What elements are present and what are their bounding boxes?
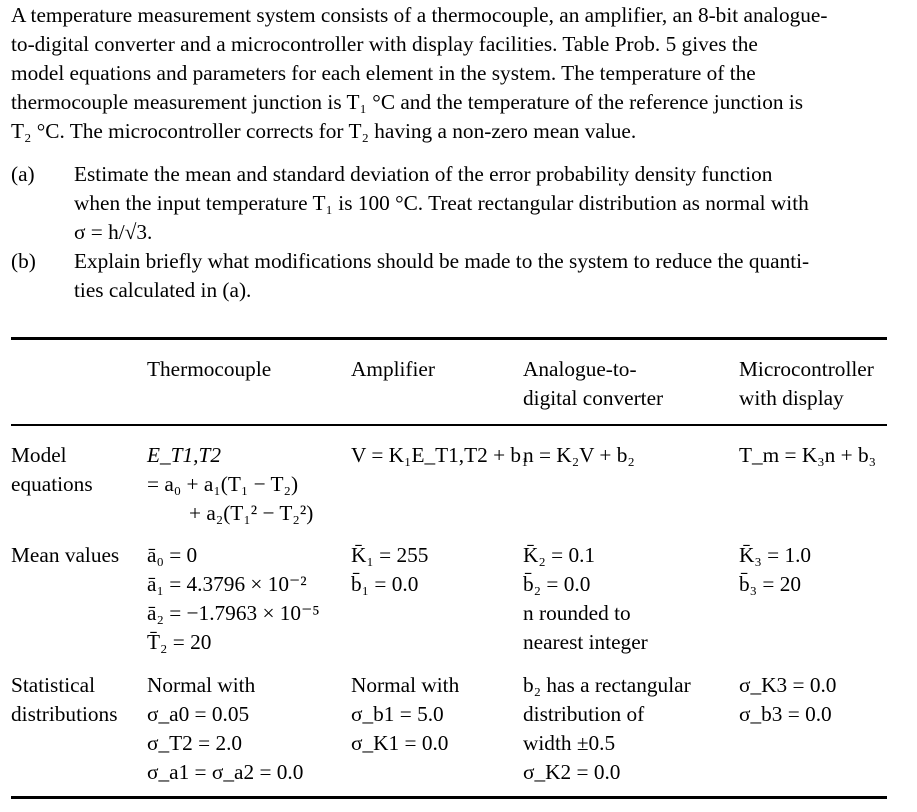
value-line: σ_b1 = 5.0	[351, 702, 444, 726]
part-a-label: (a)	[11, 162, 35, 186]
model-adc	[523, 441, 635, 470]
value-line: σ_a0 = 0.05	[147, 702, 250, 726]
header-text: digital converter	[523, 386, 664, 410]
intro-line: model equations and parameters for each element in the system. The temperature of the	[11, 61, 756, 85]
value-line: Normal with	[147, 673, 256, 697]
model-micro	[739, 441, 876, 470]
intro-line: A temperature measurement system consists of a thermocouple, an amplifier, an 8-bit analogue-	[11, 3, 828, 27]
model-amplifier	[351, 441, 529, 470]
row-label-stat	[11, 671, 118, 729]
equation-line: = a₀ + a₁(T₁ − T₂)	[147, 472, 299, 496]
header-micro	[739, 355, 874, 413]
row-label-text: Statistical	[11, 673, 95, 697]
intro-line: thermocouple measurement junction is T₁ °C and the temperature of the reference junction is	[11, 90, 804, 114]
value-line: distribution of	[523, 702, 645, 726]
header-text: Amplifier	[351, 357, 435, 381]
header-amplifier	[351, 355, 435, 384]
intro-line: to-digital converter and a microcontroller with display facilities. Table Prob. 5 gives the	[11, 32, 758, 56]
equation-line: n = K₂V + b₂	[523, 443, 635, 467]
row-label-text: Mean values	[11, 543, 120, 567]
value-line: K̄₂ = 0.1	[523, 543, 596, 567]
intro-line: T₂ °C. The microcontroller corrects for T₂ having a non-zero mean value.	[11, 119, 637, 143]
mean-micro	[739, 541, 811, 599]
equation-line: T_m = K₃n + b₃	[739, 443, 877, 467]
value-line: b₂ has a rectangular	[523, 673, 691, 697]
value-line: ā₂ = −1.7963 × 10⁻⁵	[147, 601, 320, 625]
equation-line: + a₂(T₁² − T₂²)	[189, 501, 314, 525]
part-a-line: σ = h/√3.	[74, 220, 153, 244]
row-label-text: distributions	[11, 702, 118, 726]
value-line: Normal with	[351, 673, 460, 697]
row-label-text: equations	[11, 472, 93, 496]
equation-line: E_T1,T2	[147, 443, 221, 467]
value-line: σ_b3 = 0.0	[739, 702, 832, 726]
mean-amplifier	[351, 541, 428, 599]
header-text: Thermocouple	[147, 357, 272, 381]
value-line: n rounded to	[523, 601, 631, 625]
part-b-line: ties calculated in (a).	[74, 278, 252, 302]
value-line: K̄₁ = 255	[351, 543, 429, 567]
part-a-line: Estimate the mean and standard deviation of the error probability density function	[74, 162, 773, 186]
value-line: width ±0.5	[523, 731, 616, 755]
equation-line: V = K₁E_T1,T2 + b₁	[351, 443, 529, 467]
stat-micro	[739, 671, 836, 729]
mean-adc	[523, 541, 648, 657]
table-header-rule	[11, 424, 887, 426]
row-label-mean	[11, 541, 119, 570]
part-b-label: (b)	[11, 249, 36, 273]
problem-intro	[11, 1, 887, 146]
value-line: b̄₁ = 0.0	[351, 572, 419, 596]
table-bottom-rule	[11, 796, 887, 799]
stat-amplifier	[351, 671, 459, 758]
value-line: σ_K3 = 0.0	[739, 673, 837, 697]
stat-adc	[523, 671, 691, 787]
value-line: ā₁ = 4.3796 × 10⁻²	[147, 572, 307, 596]
value-line: ā₀ = 0	[147, 543, 198, 567]
stat-thermocouple	[147, 671, 303, 787]
value-line: b̄₃ = 20	[739, 572, 802, 596]
header-text: Analogue-to-	[523, 357, 637, 381]
value-line: σ_T2 = 2.0	[147, 731, 243, 755]
header-adc	[523, 355, 663, 413]
header-thermocouple	[147, 355, 271, 384]
value-line: σ_a1 = σ_a2 = 0.0	[147, 760, 304, 784]
table-top-rule	[11, 337, 887, 340]
header-text: Microcontroller	[739, 357, 874, 381]
value-line: σ_K2 = 0.0	[523, 760, 621, 784]
value-line: b̄₂ = 0.0	[523, 572, 591, 596]
value-line: K̄₃ = 1.0	[739, 543, 812, 567]
mean-thermocouple	[147, 541, 320, 657]
part-a-line: when the input temperature T₁ is 100 °C. Treat rectangular distribution as normal with	[74, 191, 809, 215]
row-label-model	[11, 441, 93, 499]
value-line: σ_K1 = 0.0	[351, 731, 449, 755]
header-text: with display	[739, 386, 844, 410]
part-a-text	[74, 160, 887, 247]
value-line: T̄₂ = 20	[147, 630, 212, 654]
row-label-text: Model	[11, 443, 67, 467]
model-thermocouple	[147, 441, 313, 528]
part-b-line: Explain briefly what modifications should be made to the system to reduce the quanti-	[74, 249, 810, 273]
part-b-text	[74, 247, 887, 305]
value-line: nearest integer	[523, 630, 648, 654]
